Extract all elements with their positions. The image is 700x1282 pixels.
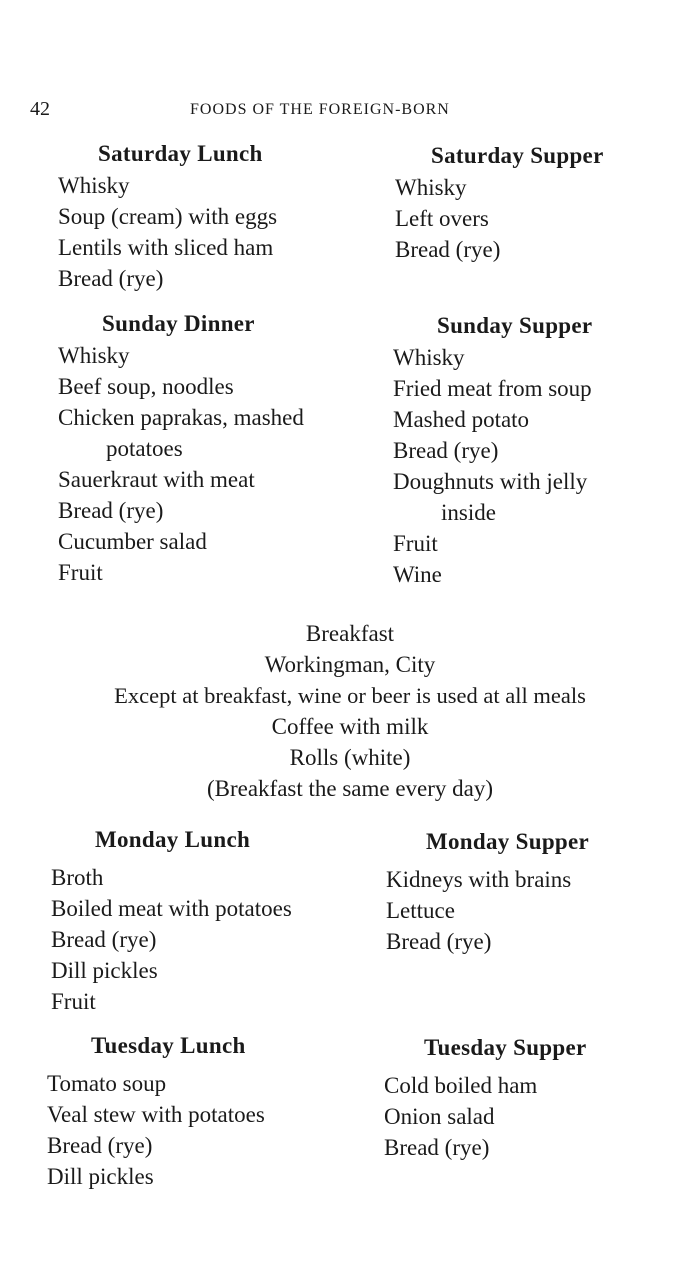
breakfast-item: Rolls (white) — [289, 745, 411, 770]
menu-item: Bread (rye) — [395, 237, 501, 262]
saturday-lunch-menu — [58, 138, 277, 294]
menu-heading: Monday Lunch — [95, 827, 251, 852]
menu-item: Fruit — [58, 560, 103, 585]
menu-item: Mashed potato — [393, 407, 530, 432]
menu-item: Whisky — [58, 173, 130, 198]
menu-item: Bread (rye) — [47, 1133, 153, 1158]
menu-item: Veal stew with potatoes — [47, 1102, 265, 1127]
menu-item: Chicken paprakas, mashed — [58, 405, 304, 430]
breakfast-item: Coffee with milk — [271, 714, 429, 739]
breakfast-heading: Breakfast — [305, 621, 395, 646]
sunday-dinner-menu — [58, 308, 304, 588]
menu-item: Whisky — [395, 175, 467, 200]
breakfast-subheading: Workingman, City — [264, 652, 436, 677]
menu-item: Fruit — [51, 989, 96, 1014]
menu-item: Whisky — [393, 345, 465, 370]
menu-heading: Sunday Supper — [437, 313, 593, 338]
menu-item: Wine — [393, 562, 442, 587]
page-number: 42 — [30, 98, 50, 120]
monday-lunch-menu — [51, 824, 292, 1017]
menu-item: Tomato soup — [47, 1071, 167, 1096]
breakfast-section — [0, 618, 700, 804]
menu-item: Bread (rye) — [384, 1135, 490, 1160]
menu-item: Bread (rye) — [386, 929, 492, 954]
menu-item: Bread (rye) — [58, 266, 164, 291]
menu-item: Whisky — [58, 343, 130, 368]
menu-item: Boiled meat with potatoes — [51, 896, 292, 921]
menu-item: Sauerkraut with meat — [58, 467, 255, 492]
menu-item: Bread (rye) — [58, 498, 164, 523]
menu-item-continuation: potatoes — [106, 436, 183, 461]
menu-item: Fruit — [393, 531, 438, 556]
menu-item: Cold boiled ham — [384, 1073, 538, 1098]
menu-item: Bread (rye) — [393, 438, 499, 463]
menu-item: Doughnuts with jelly — [393, 469, 588, 494]
menu-heading: Tuesday Lunch — [91, 1033, 246, 1058]
monday-supper-menu — [386, 826, 589, 957]
menu-heading: Tuesday Supper — [424, 1035, 587, 1060]
menu-item: Cucumber salad — [58, 529, 207, 554]
menu-item: Dill pickles — [47, 1164, 154, 1189]
menu-item: Beef soup, noodles — [58, 374, 234, 399]
saturday-supper-menu — [395, 140, 604, 265]
menu-item: Onion salad — [384, 1104, 495, 1129]
menu-item-continuation: inside — [441, 500, 496, 525]
tuesday-supper-menu — [384, 1032, 587, 1163]
menu-item: Lettuce — [386, 898, 455, 923]
page-header — [0, 96, 700, 126]
menu-item: Kidneys with brains — [386, 867, 572, 892]
menu-heading: Saturday Supper — [431, 143, 604, 168]
menu-heading: Sunday Dinner — [102, 311, 255, 336]
menu-item: Fried meat from soup — [393, 376, 592, 401]
menu-item: Dill pickles — [51, 958, 158, 983]
menu-item: Left overs — [395, 206, 489, 231]
breakfast-footnote: (Breakfast the same every day) — [206, 776, 494, 801]
menu-item: Lentils with sliced ham — [58, 235, 274, 260]
menu-heading: Saturday Lunch — [98, 141, 263, 166]
menu-item: Broth — [51, 865, 104, 890]
breakfast-note: Except at breakfast, wine or beer is used at all meals — [114, 683, 586, 708]
running-head: FOODS OF THE FOREIGN-BORN — [190, 101, 450, 118]
menu-heading: Monday Supper — [426, 829, 590, 854]
menu-item: Bread (rye) — [51, 927, 157, 952]
menu-item: Soup (cream) with eggs — [58, 204, 278, 229]
sunday-supper-menu — [393, 310, 592, 590]
tuesday-lunch-menu — [47, 1030, 265, 1192]
